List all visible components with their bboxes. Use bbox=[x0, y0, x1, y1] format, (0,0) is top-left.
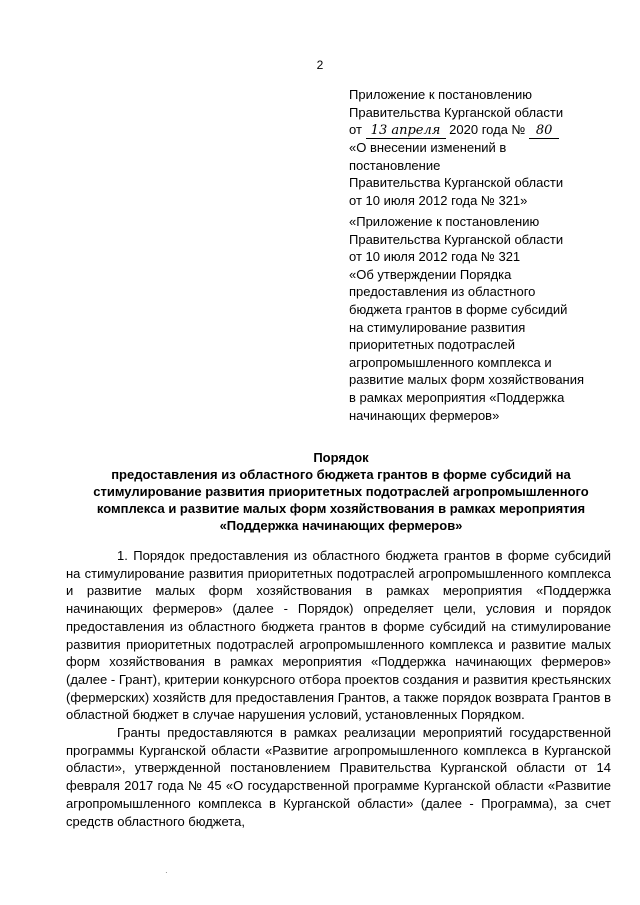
annex-line: Правительства Курганской области bbox=[349, 175, 564, 191]
title-line: комплекса и развитие малых форм хозяйствования в рамках мероприятия bbox=[96, 501, 586, 516]
annex-header bbox=[349, 86, 611, 210]
annex-line: постановление bbox=[349, 157, 441, 173]
annex-line: Приложение к постановлению bbox=[349, 87, 532, 102]
title-line: «Поддержка начинающих фермеров» bbox=[219, 518, 463, 533]
annex2-line: начинающих фермеров» bbox=[349, 407, 500, 423]
annex-line: от 10 июля 2012 года № 321» bbox=[349, 192, 528, 208]
annex2-line: бюджета грантов в форме субсидий bbox=[349, 301, 568, 317]
document-title bbox=[66, 449, 616, 534]
page-number: 2 bbox=[316, 58, 324, 72]
date-prefix: от bbox=[349, 122, 362, 138]
annex-date-line bbox=[349, 121, 611, 139]
annex2-line: от 10 июля 2012 года № 321 bbox=[349, 249, 521, 265]
date-suffix: 2020 года № bbox=[449, 122, 526, 138]
annex2-line: в рамках мероприятия «Поддержка bbox=[349, 389, 565, 405]
annex-line: Правительства Курганской области bbox=[349, 104, 564, 120]
annex2-line: на стимулирование развития bbox=[349, 319, 526, 335]
body-paragraph: Гранты предоставляются в рамках реализации мероприятий государственной программы Курганской области «Развитие агропромышленного комплекса в Курганской области», утвержденной постановлением Правительства Курганской области от 14 февраля 2017 года № 45 «О государственной программе Курганской области «Развитие агропромышленного комплекса в Курганской области» (далее - Программа), за счет средств областного бюджета, bbox=[66, 725, 611, 829]
title-heading: Порядок bbox=[313, 450, 369, 465]
handwritten-date: 13 апреля bbox=[366, 124, 446, 139]
handwritten-number: 80 bbox=[529, 124, 559, 139]
title-line: предоставления из областного бюджета грантов в форме субсидий на bbox=[111, 467, 571, 482]
original-annex-header bbox=[349, 213, 611, 424]
annex2-line: развитие малых форм хозяйствования bbox=[349, 372, 585, 388]
scan-mark: · bbox=[165, 868, 168, 877]
title-line: стимулирование развития приоритетных подотраслей агропромышленного bbox=[93, 484, 589, 499]
document-body bbox=[66, 547, 611, 830]
annex2-line: агропромышленного комплекса и bbox=[349, 354, 552, 370]
annex2-line: приоритетных подотраслей bbox=[349, 337, 515, 353]
annex-line: «О внесении изменений в bbox=[349, 140, 507, 156]
annex2-line: «Об утверждении Порядка bbox=[349, 266, 512, 282]
annex2-line: «Приложение к постановлению bbox=[349, 214, 540, 229]
annex2-line: предоставления из областного bbox=[349, 284, 536, 300]
body-paragraph: 1. Порядок предоставления из областного бюджета грантов в форме субсидий на стимулирование развития приоритетных подотраслей агропромышленного комплекса и развитие малых форм хозяйствования в рамках мероприятия «Поддержка начинающих фермеров» (далее - Порядок) определяет цели, условия и порядок предоставления из областного бюджета грантов в форме субсидий на стимулирование развития приоритетных подотраслей агропромышленного комплекса и развитие малых форм хозяйствования в рамках мероприятия «Поддержка начинающих фермеров» (далее - Грант), критерии конкурсного отбора проектов создания и развития крестьянских (фермерских) хозяйств для предоставления Грантов, а также порядок возврата Грантов в областной бюджет в случае нарушения условий, установленных Порядком. bbox=[66, 548, 611, 723]
annex2-line: Правительства Курганской области bbox=[349, 231, 564, 247]
